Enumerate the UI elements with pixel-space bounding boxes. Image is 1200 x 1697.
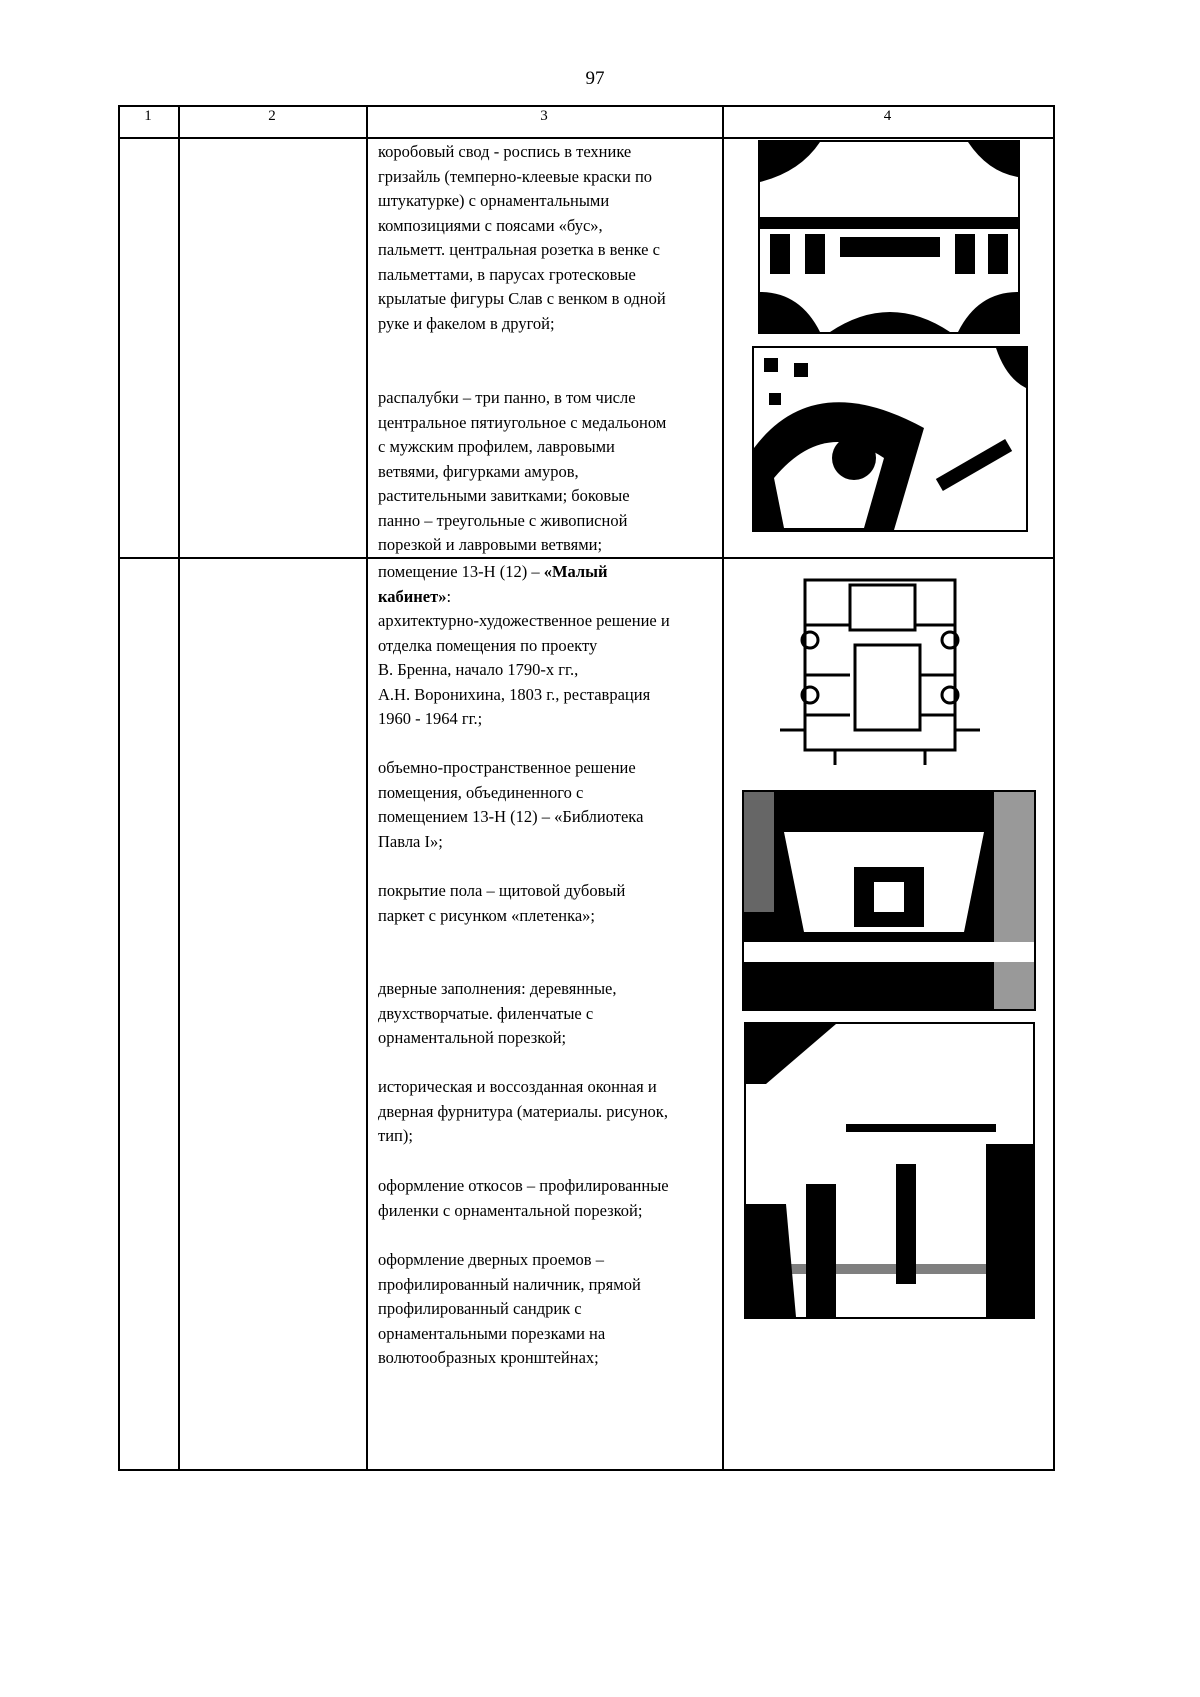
door-fillings — [378, 977, 617, 1051]
text-line: дверная фурнитура (материалы. рисунок, — [378, 1101, 668, 1121]
room-name: кабинет» — [378, 586, 447, 606]
text-line: историческая и воссозданная оконная и — [378, 1077, 657, 1096]
text-line: оформление дверных проемов – — [378, 1250, 604, 1269]
room-heading — [378, 560, 670, 732]
text-line: руке и факелом в другой; — [378, 313, 555, 333]
col-line — [366, 105, 368, 1471]
text-line: филенки с орнаментальной порезкой; — [378, 1200, 643, 1220]
text-line: орнаментальными порезками на — [378, 1323, 606, 1343]
punctuation: : — [446, 586, 452, 606]
text-line: двухстворчатые. филенчатые с — [378, 1003, 594, 1023]
text-line: паркет с рисунком «плетенка»; — [378, 905, 595, 925]
text-line: В. Бренна, начало 1790-х гг., — [378, 660, 579, 679]
text-line: ветвями, фигурками амуров, — [378, 461, 579, 481]
header-col-1: 1 — [144, 108, 152, 124]
text-line: коробовый свод - роспись в технике — [378, 142, 632, 161]
text-line: тип); — [378, 1126, 413, 1145]
doorway-decoration — [378, 1248, 641, 1371]
text-line: растительными завитками; боковые — [378, 486, 630, 505]
text-line: штукатурке) с орнаментальными — [378, 191, 610, 210]
floor-plan — [775, 565, 985, 770]
floor-covering — [378, 879, 625, 928]
text-line: крылатые фигуры Слав с венком в одной — [378, 289, 666, 308]
text-line: с мужским профилем, лавровыми — [378, 437, 615, 456]
room-photo-2 — [744, 1022, 1035, 1319]
text-line: порезкой и лавровыми ветвями; — [378, 535, 603, 554]
vault-description — [378, 140, 666, 336]
text-line: профилированный наличник, прямой — [378, 1274, 641, 1294]
table-border-top — [118, 105, 1055, 107]
col-line — [178, 105, 180, 1471]
text-line: 1960 - 1964 гг.; — [378, 709, 483, 728]
text-line: панно – треугольные с живописной — [378, 510, 628, 530]
header-col-2: 2 — [268, 108, 276, 124]
hardware — [378, 1075, 668, 1149]
text-line: помещения, объединенного с — [378, 782, 584, 802]
text-line: гризайль (темперно-клеевые краски по — [378, 166, 653, 186]
header-col-4: 4 — [883, 108, 892, 124]
page-number: 97 — [585, 68, 605, 89]
col-line — [722, 105, 724, 1471]
text-line: дверные заполнения: деревянные, — [378, 979, 617, 998]
header-col-3: 3 — [540, 108, 548, 124]
col-line — [118, 105, 120, 1471]
text-line: помещением 13-Н (12) – «Библиотека — [378, 807, 644, 826]
text-line: композициями с поясами «бус», — [378, 215, 603, 235]
text-line: отделка помещения по проекту — [378, 635, 598, 655]
text-line: волютообразных кронштейнах; — [378, 1348, 599, 1367]
text-line: объемно-пространственное решение — [378, 758, 636, 777]
col-line — [1053, 105, 1055, 1471]
text-line: А.Н. Воронихина, 1803 г., реставрация — [378, 684, 651, 704]
text-line: архитектурно-художественное решение и — [378, 611, 670, 630]
lunettes-description — [378, 386, 666, 558]
room-photo-1 — [742, 790, 1036, 1011]
text-line: оформление откосов – профилированные — [378, 1176, 669, 1195]
table-border-bottom — [118, 1469, 1055, 1471]
text-line: пальметт. центральная розетка в венке с — [378, 240, 660, 259]
spatial-solution — [378, 756, 643, 854]
text-line: Павла I»; — [378, 831, 443, 851]
text-line: пальметтами, в парусах гротесковые — [378, 264, 636, 284]
text-line: распалубки – три панно, в том числе — [378, 388, 636, 407]
header-divider — [118, 137, 1055, 139]
vault-photo — [758, 140, 1020, 334]
slopes-decoration — [378, 1174, 669, 1223]
text-line: профилированный сандрик с — [378, 1299, 582, 1318]
lunettes-photo — [752, 346, 1028, 532]
text-line: центральное пятиугольное с медальоном — [378, 412, 667, 432]
room-name: «Малый — [543, 562, 608, 581]
text-line: покрытие пола – щитовой дубовый — [378, 881, 626, 900]
text-line: орнаментальной порезкой; — [378, 1028, 567, 1047]
room-label: помещение 13-Н (12) – — [378, 562, 544, 581]
